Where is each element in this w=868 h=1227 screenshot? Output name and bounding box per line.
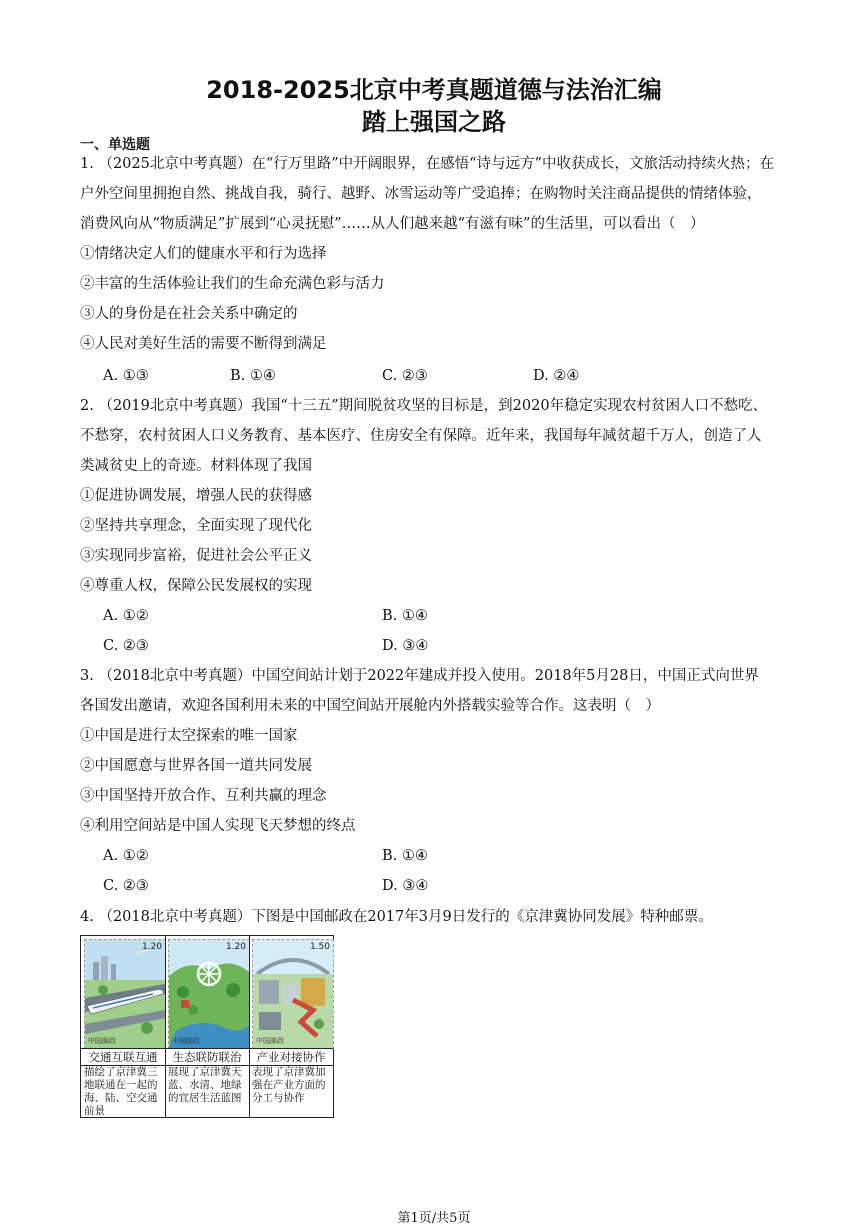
q2-option-a[interactable]: A. ①②	[103, 608, 149, 624]
q2-statement: ④尊重人权，保障公民发展权的实现	[80, 578, 312, 594]
stamp-caption: 生态联防联治	[165, 1048, 249, 1066]
industry-cooperation-illustration	[253, 940, 333, 1048]
stamp-caption: 产业对接协作	[249, 1048, 333, 1066]
stamp-description: 展现了京津冀天蓝、水清、地绿的宜居生活蓝图	[168, 1066, 242, 1104]
q2-statement: ②坚持共享理念，全面实现了现代化	[80, 518, 312, 534]
q1-option-b[interactable]: B. ①④	[230, 368, 276, 384]
q2-option-c[interactable]: C. ②③	[103, 638, 149, 654]
q3-line: 各国发出邀请，欢迎各国利用未来的中国空间站开展舱内外搭载实验等合作。这表明（ ）	[80, 698, 660, 714]
stamp-description: 描绘了京津冀三地联通在一起的海、陆、空交通前景	[84, 1066, 158, 1117]
page-subtitle: 踏上强国之路	[362, 108, 506, 136]
stamp-transport-image	[84, 939, 166, 1049]
q3-option-d[interactable]: D. ③④	[382, 878, 429, 894]
ecology-landscape-illustration	[169, 940, 249, 1048]
q1-line: 1. （2025北京中考真题）在“行万里路”中开阔眼界，在感悟“诗与远方”中收获成长，文旅活动持续火热；在	[80, 156, 774, 172]
stamp-figure	[80, 935, 334, 1118]
q2-statement: ①促进协调发展，增强人民的获得感	[80, 488, 312, 504]
stamp-post-label: 中国邮政	[172, 1037, 200, 1045]
q1-option-a[interactable]: A. ①③	[103, 368, 149, 384]
high-speed-train-illustration	[85, 940, 165, 1048]
q3-statement: ③中国坚持开放合作、互利共赢的理念	[80, 788, 327, 804]
stamp-post-label: 中国邮政	[88, 1037, 116, 1045]
q1-statement: ④人民对美好生活的需要不断得到满足	[80, 336, 327, 352]
section-heading: 一、单选题	[80, 137, 150, 153]
q2-option-b[interactable]: B. ①④	[382, 608, 428, 624]
stamp-description: 表现了京津冀加强在产业方面的分工与协作	[252, 1066, 326, 1104]
q2-line: 2. （2019北京中考真题）我国“十三五”期间脱贫攻坚的目标是，到2020年稳定实现农村贫困人口不愁吃、	[80, 398, 768, 414]
q1-statement: ③人的身份是在社会关系中确定的	[80, 306, 298, 322]
q4-line: 4. （2018北京中考真题）下图是中国邮政在2017年3月9日发行的《京津冀协同发展》特种邮票。	[80, 909, 713, 925]
q3-statement: ①中国是进行太空探索的唯一国家	[80, 728, 298, 744]
stamp-caption: 交通互联互通	[81, 1048, 165, 1066]
stamp-value: 1.20	[141, 942, 162, 952]
q1-option-d[interactable]: D. ②④	[533, 368, 580, 384]
page-title: 2018-2025北京中考真题道德与法治汇编	[206, 76, 662, 104]
q1-statement: ①情绪决定人们的健康水平和行为选择	[80, 246, 327, 262]
q3-option-a[interactable]: A. ①②	[103, 848, 149, 864]
q1-option-c[interactable]: C. ②③	[382, 368, 428, 384]
q2-line: 类减贫史上的奇迹。材料体现了我国	[80, 458, 312, 474]
q1-line: 户外空间里拥抱自然、挑战自我，骑行、越野、冰雪运动等广受追捧；在购物时关注商品提供的情绪体验，	[80, 186, 762, 202]
page-footer: 第1页/共5页	[397, 1211, 471, 1226]
q3-option-c[interactable]: C. ②③	[103, 878, 149, 894]
stamp-industry-image	[252, 939, 334, 1049]
q2-option-d[interactable]: D. ③④	[382, 638, 429, 654]
q1-line: 消费风向从“物质满足”扩展到“心灵抚慰”……从人们越来越“有滋有味”的生活里，可以看出（ ）	[80, 216, 705, 232]
q3-line: 3. （2018北京中考真题）中国空间站计划于2022年建成并投入使用。2018年5月28日，中国正式向世界	[80, 668, 759, 684]
q3-statement: ④利用空间站是中国人实现飞天梦想的终点	[80, 818, 356, 834]
stamp-value: 1.20	[225, 942, 246, 952]
stamp-ecology-image	[168, 939, 250, 1049]
q3-option-b[interactable]: B. ①④	[382, 848, 428, 864]
q2-line: 不愁穿，农村贫困人口义务教育、基本医疗、住房安全有保障。近年来，我国每年减贫超千万人，创造了人	[80, 428, 762, 444]
q1-statement: ②丰富的生活体验让我们的生命充满色彩与活力	[80, 276, 385, 292]
q3-statement: ②中国愿意与世界各国一道共同发展	[80, 758, 312, 774]
stamp-post-label: 中国邮政	[256, 1037, 284, 1045]
stamp-value: 1.50	[309, 942, 330, 952]
q2-statement: ③实现同步富裕，促进社会公平正义	[80, 548, 312, 564]
